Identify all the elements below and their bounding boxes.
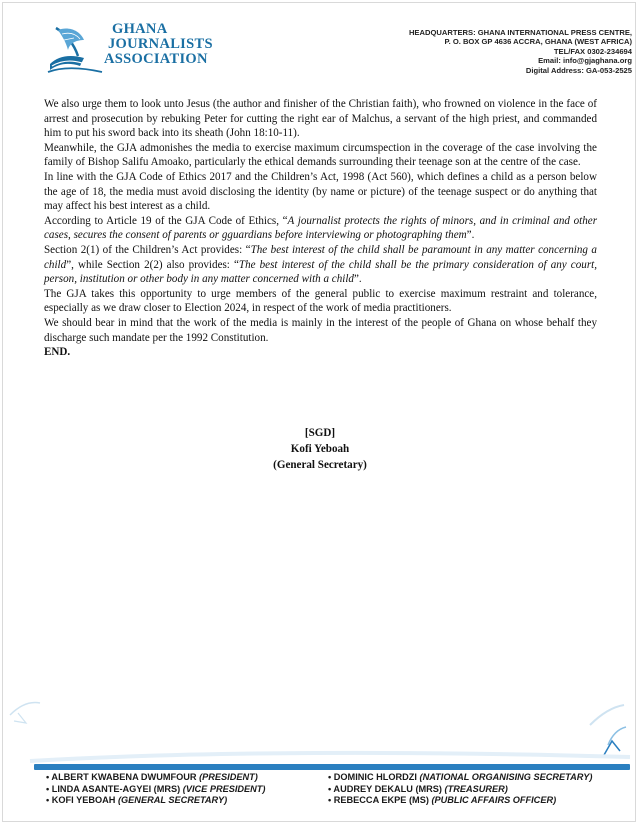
officer-2-role: (VICE PRESIDENT)	[182, 783, 266, 794]
paragraph-1: We also urge them to look unto Jesus (the author and finisher of the Christian faith), who frowned on violence in the face of arrest and prosecution by rebuking Peter for cutting the right ear of Malchus, a servant of the high priest, and commanded him to put his sword back into its sheath (John 18:10-11).	[44, 98, 597, 140]
p5-tail: ”.	[353, 273, 362, 286]
officer-6	[328, 795, 592, 807]
signed-mark: [SGD]	[304, 427, 336, 439]
officer-3-role: (GENERAL SECRETARY)	[117, 795, 228, 806]
quill-book-logo-icon	[44, 20, 110, 74]
officer-2-name: • LINDA ASANTE-AGYEI (MRS)	[46, 783, 183, 794]
p4-tail: ”.	[466, 229, 475, 242]
officer-1-name: • ALBERT KWABENA DWUMFOUR	[46, 772, 200, 782]
hq-line4: Email: info@gjaghana.org	[538, 56, 632, 66]
footer-officers-left	[46, 772, 265, 807]
p4-lead: According to Article 19 of the GJA Code of Ethics, “	[44, 214, 288, 227]
paragraph-6: The GJA takes this opportunity to urge members of the general public to exercise maximum restraint and tolerance, especially as we draw closer to Election 2024, in respect of the work of media practitioners.	[44, 287, 597, 315]
end-mark: END.	[44, 346, 71, 359]
footer-bar	[34, 764, 630, 770]
officer-6-name: • REBECCA EKPE (MS)	[328, 795, 432, 806]
paragraph-7: We should bear in mind that the work of the media is mainly in the interest of the people of Ghana on whose behalf they discharge such mandate per the 1992 Constitution.	[44, 316, 597, 344]
gja-logo	[44, 20, 224, 74]
officer-4-name: • DOMINIC HLORDZI	[328, 772, 420, 782]
p5-quote2: The best interest of the child shall be the primary consideration of any court, person, institution or other body in any matter concerned with a child	[44, 258, 597, 286]
officer-1	[46, 772, 265, 784]
officer-6-role: (PUBLIC AFFAIRS OFFICER)	[431, 795, 557, 806]
signatory-name: Kofi Yeboah	[290, 443, 350, 456]
officer-5-name: • AUDREY DEKALU (MRS)	[328, 783, 445, 794]
officer-4-role: (NATIONAL ORGANISING SECRETARY)	[419, 772, 593, 782]
hq-line1: HEADQUARTERS: GHANA INTERNATIONAL PRESS CENTRE,	[408, 28, 632, 37]
hq-line3: TEL/FAX 0302-234694	[553, 46, 632, 56]
p4-quote: A journalist protects the rights of minors, and in criminal and other cases, secures the consent of parents or gguardians before interviewing or photographing them	[44, 214, 598, 242]
footer-officers-right	[328, 772, 592, 807]
hq-line5: Digital Address: GA-053-2525	[525, 65, 632, 75]
org-name-line3: ASSOCIATION	[104, 51, 208, 67]
p5-quote1: The best interest of the child shall be paramount in any matter concerning a child	[44, 243, 597, 271]
org-name	[104, 22, 213, 67]
paragraph-4	[44, 214, 597, 243]
org-name-line1: GHANA	[112, 21, 168, 37]
p5-mid: ”, while Section 2(2) also provides: “	[66, 258, 239, 271]
paragraph-5	[44, 243, 597, 287]
officer-4	[328, 772, 592, 784]
officer-5	[328, 784, 592, 796]
officer-5-role: (TREASURER)	[444, 783, 508, 794]
letter-body	[44, 97, 597, 360]
footer-wave-decoration	[0, 685, 640, 775]
officer-2	[46, 784, 265, 796]
p5-lead: Section 2(1) of the Children’s Act provides: “	[44, 243, 251, 256]
officer-1-role: (PRESIDENT)	[199, 772, 258, 782]
org-name-line2: JOURNALISTS	[108, 36, 213, 52]
paragraph-2: Meanwhile, the GJA admonishes the media to exercise maximum circumspection in the coverage of the case involving the family of Bishop Salifu Amoako, particularly the ethical demands surrounding their teenage son at the centre of the case.	[44, 141, 597, 169]
signatory-title: (General Secretary)	[273, 459, 367, 472]
hq-line2: P. O. BOX GP 4636 ACCRA, GHANA (WEST AFRICA)	[444, 37, 632, 47]
paragraph-3: In line with the GJA Code of Ethics 2017 and the Children’s Act, 1998 (Act 560), which defines a child as a person below the age of 18, the media must avoid disclosing the identity (by name or picture) of the teenage suspect or do anything that may affect his best interest as a child.	[44, 170, 597, 213]
signature-block	[0, 425, 640, 474]
officer-3	[46, 795, 265, 807]
headquarters-address	[409, 28, 632, 75]
officer-3-name: • KOFI YEBOAH	[46, 795, 118, 806]
